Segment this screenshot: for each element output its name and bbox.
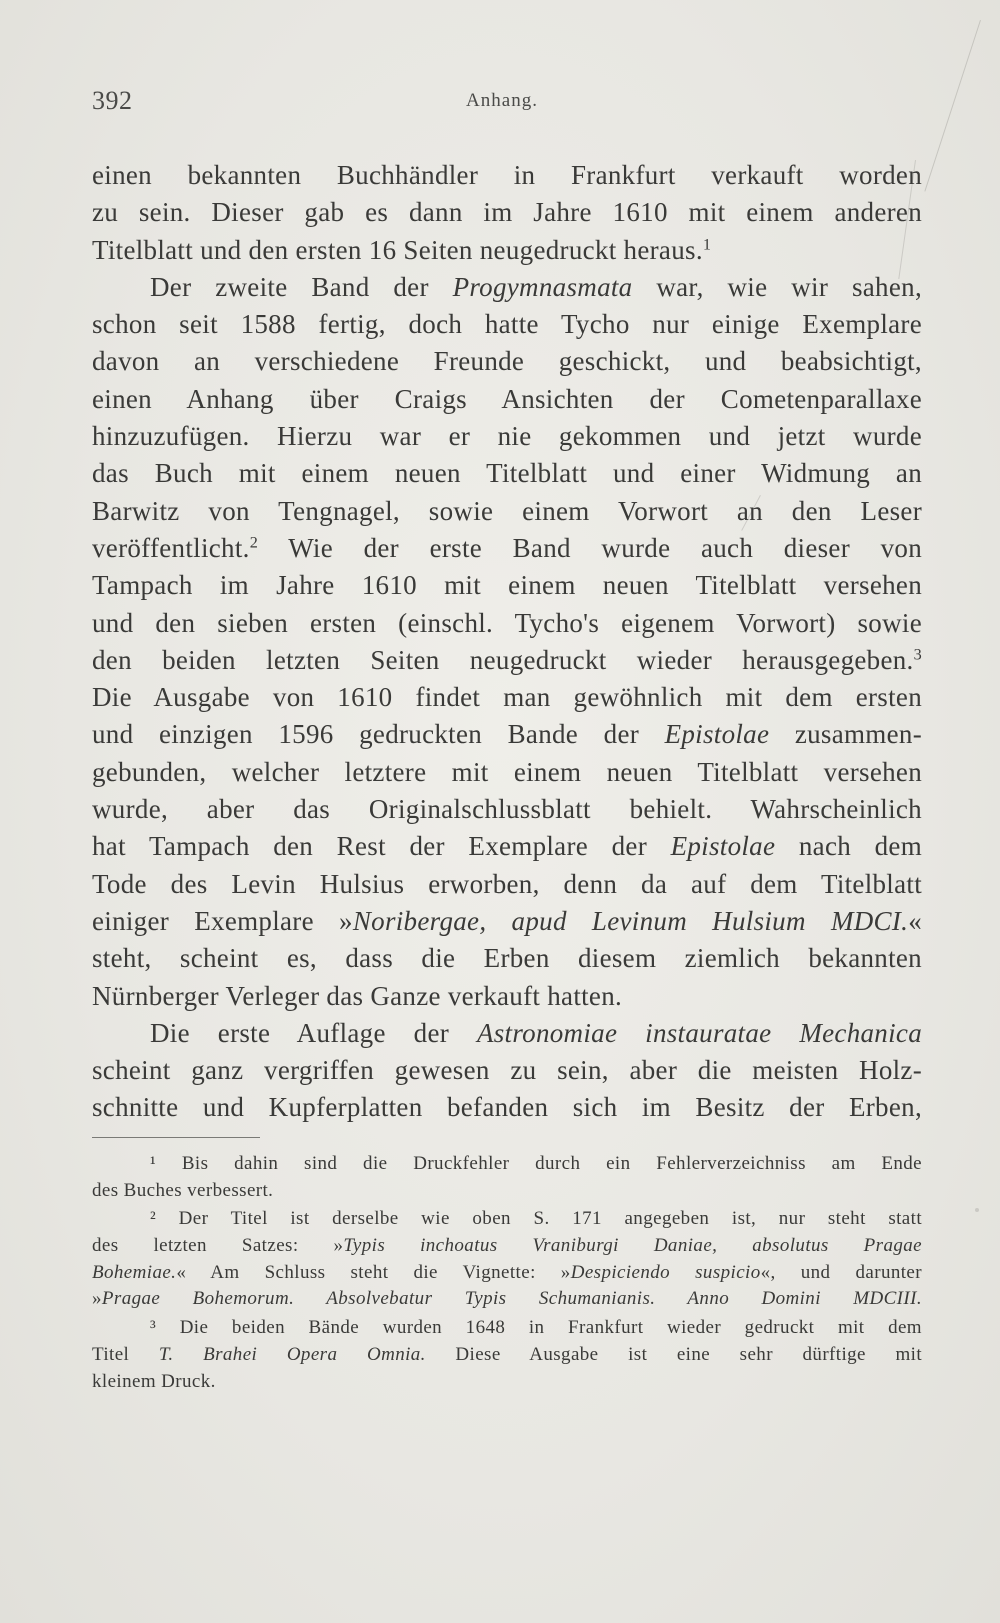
text-line: Nürnberger Verleger das Ganze verkauft hatten. [92, 980, 623, 1011]
text-line: schnitte und Kupferplatten befanden sich im Besitz der Erben, [92, 1092, 922, 1123]
text-line [92, 530, 922, 567]
text-line [92, 716, 922, 753]
text-span: Wie der erste Band wurde auch dieser von [258, 532, 922, 563]
text-span: den beiden letzten Seiten neugedruckt wieder herausgegeben. [92, 644, 914, 675]
text-span: Diese Ausgabe ist eine sehr dürftige mit [425, 1343, 922, 1365]
italic-title: Bohemiae. [92, 1261, 177, 1283]
text-span: «, und darunter [760, 1261, 922, 1283]
footnote-line: des Buches verbessert. [92, 1179, 274, 1201]
text-line: Die Ausgabe von 1610 findet man gewöhnlich mit dem ersten [92, 682, 922, 713]
text-span: hat Tampach den Rest der Exemplare der [92, 831, 671, 862]
footnote-line: ³ Die beiden Bände wurden 1648 in Frankfurt wieder gedruckt mit dem [150, 1317, 922, 1339]
text-line: schon seit 1588 fertig, doch hatte Tycho nur einige Exemplare [92, 309, 922, 340]
footnote-line: ¹ Bis dahin sind die Druckfehler durch ein Fehlerverzeichniss am Ende [150, 1153, 922, 1174]
text-line: Barwitz von Tengnagel, sowie einem Vorwort an den Leser [92, 495, 922, 526]
pencil-mark [924, 20, 981, 191]
text-span: « [908, 905, 922, 936]
text-line: zu sein. Dieser gab es dann im Jahre 1610 mit einem anderen [92, 197, 922, 228]
text-line: scheint ganz vergriffen gewesen zu sein, aber die meisten Holz- [92, 1055, 922, 1086]
text-line: Tode des Levin Hulsius erworben, denn da auf dem Titelblatt [92, 868, 922, 899]
text-span: einiger Exemplare » [92, 905, 353, 936]
text-line: davon an verschiedene Freunde geschickt, und beabsichtigt, [92, 346, 922, 377]
footnote-ref: 2 [249, 533, 259, 552]
text-line [92, 642, 922, 679]
footnote-line [92, 1342, 922, 1369]
italic-title: Progymnasmata [452, 271, 633, 302]
italic-title: Noribergae, apud Levinum Hulsium MDCI. [352, 905, 909, 936]
text-span: Titelblatt und den ersten 16 Seiten neugedruckt heraus. [92, 234, 703, 265]
pencil-mark [975, 1208, 979, 1212]
running-head: Anhang. [466, 90, 538, 111]
text-line: wurde, aber das Originalschlussblatt behielt. Wahrscheinlich [92, 794, 922, 825]
footnote-line [92, 1233, 922, 1260]
page-header [92, 86, 912, 126]
footnote-ref: 1 [702, 234, 712, 253]
text-line: gebunden, welcher letztere mit einem neuen Titelblatt versehen [92, 756, 922, 787]
text-line: steht, scheint es, dass die Erben diesem ziemlich bekannten [92, 943, 922, 974]
page-number: 392 [92, 86, 133, 115]
text-span: « Am Schluss steht die Vignette: » [176, 1261, 571, 1283]
text-line: Tampach im Jahre 1610 mit einem neuen Titelblatt versehen [92, 570, 922, 601]
text-span: und einzigen 1596 gedruckten Bande der [92, 719, 665, 750]
text-line: hinzuzufügen. Hierzu war er nie gekommen und jetzt wurde [92, 421, 922, 452]
italic-title: Astronomiae instauratae Mechanica [476, 1017, 922, 1048]
text-span: Titel [92, 1343, 159, 1365]
footnote-line [92, 1286, 922, 1313]
text-span: Der zweite Band der [150, 271, 453, 302]
footnote-line: ² Der Titel ist derselbe wie oben S. 171 angegeben ist, nur steht statt [150, 1208, 922, 1230]
footnotes [92, 1151, 922, 1395]
italic-title: Despiciendo suspicio [570, 1261, 761, 1283]
text-span: veröffentlicht. [92, 532, 250, 563]
text-span: des letzten Satzes: » [92, 1235, 344, 1257]
italic-title: Typis inchoatus Vraniburgi Daniae, absolutus Pragae [343, 1235, 922, 1257]
text-span: nach dem [775, 831, 922, 862]
text-line [92, 232, 922, 269]
text-span: zusammen- [769, 719, 922, 750]
italic-title: Epistolae [664, 719, 770, 750]
text-line: einen Anhang über Craigs Ansichten der Cometenparallaxe [92, 383, 922, 414]
footnote-divider [92, 1137, 260, 1138]
italic-title: Pragae Bohemorum. Absolvebatur Typis Schumanianis. Anno Domini MDCIII. [101, 1288, 922, 1310]
text-line [92, 269, 922, 306]
main-text [92, 157, 922, 1127]
text-line [92, 1015, 922, 1052]
italic-title: Epistolae [670, 831, 776, 862]
text-span: Die erste Auflage der [150, 1017, 477, 1048]
italic-title: T. Brahei Opera Omnia. [158, 1343, 426, 1365]
footnote-line: kleinem Druck. [92, 1370, 216, 1392]
text-span: war, wie wir sahen, [632, 271, 922, 302]
text-span: » [92, 1288, 102, 1310]
footnote-line [92, 1260, 922, 1287]
text-line: das Buch mit einem neuen Titelblatt und einer Widmung an [92, 458, 922, 489]
text-line [92, 903, 922, 940]
text-line: einen bekannten Buchhändler in Frankfurt verkauft worden [92, 160, 922, 190]
footnote-ref: 3 [913, 645, 922, 664]
text-line: und den sieben ersten (einschl. Tycho's eigenem Vorwort) sowie [92, 607, 922, 638]
text-line [92, 828, 922, 865]
